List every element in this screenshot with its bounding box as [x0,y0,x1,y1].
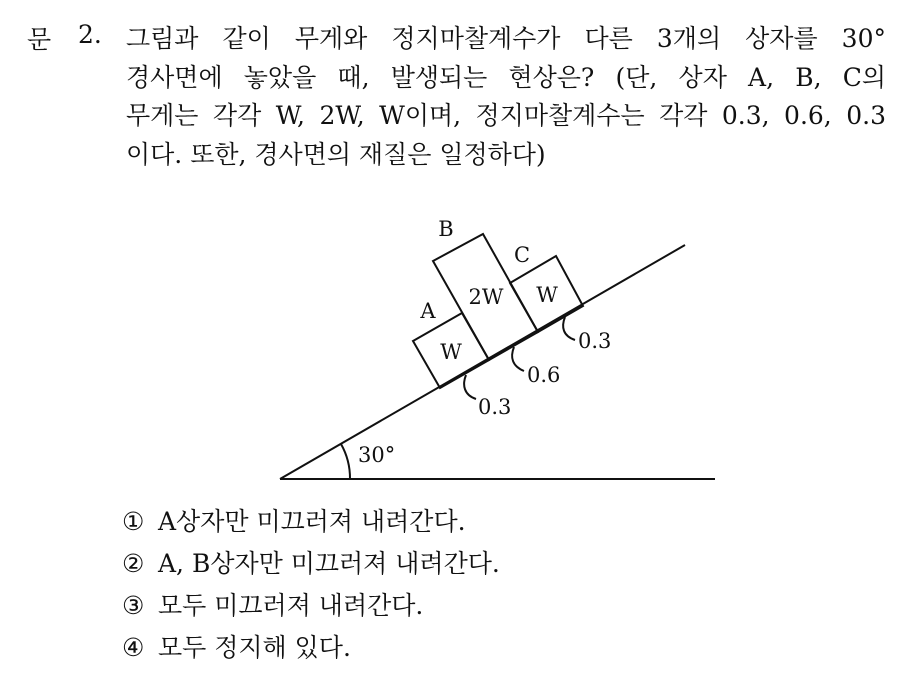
option-2-text: A, B상자만 미끄러져 내려간다. [158,549,500,578]
option-2-mark: ② [122,549,145,578]
question-label: 문 [27,25,52,54]
option-1-mark: ① [122,507,145,536]
option-1-text: A상자만 미끄러져 내려간다. [158,507,466,536]
stem-line-1: 그림과 같이 무게와 정지마찰계수가 다른 3개의 상자를 30° [126,24,886,53]
box-b-weight: 2W [468,285,504,309]
incline-line [280,245,685,479]
box-b-label: B [438,217,454,241]
friction-c: 0.3 [578,329,612,353]
box-a-weight: W [440,340,462,364]
stem-line-3: 무게는 각각 W, 2W, W이며, 정지마찰계수는 각각 0.3, 0.6, 0.3 [126,101,886,130]
option-4-text: 모두 정지해 있다. [158,633,351,662]
angle-label: 30° [358,443,396,467]
option-3-mark: ③ [122,591,145,620]
box-a-label: A [420,299,436,323]
friction-a: 0.3 [478,395,512,419]
question-number: 2. [78,20,102,49]
option-3-text: 모두 미끄러져 내려간다. [158,591,424,620]
friction-hook-c [563,317,575,340]
friction-hook-b [512,347,524,371]
option-4[interactable] [122,628,351,664]
angle-arc [341,444,350,479]
option-1[interactable] [122,502,466,538]
stem-line-4: 이다. 또한, 경사면의 재질은 일정하다) [126,139,546,169]
option-4-mark: ④ [122,633,145,662]
option-2[interactable] [122,544,500,580]
box-c-label: C [513,243,531,267]
friction-b: 0.6 [527,363,561,387]
stem-line-2: 경사면에 놓았을 때, 발생되는 현상은? (단, 상자 A, B, C의 [126,62,886,92]
friction-hook-a [464,375,476,399]
option-3[interactable] [122,586,423,622]
box-c-weight: W [536,283,558,307]
